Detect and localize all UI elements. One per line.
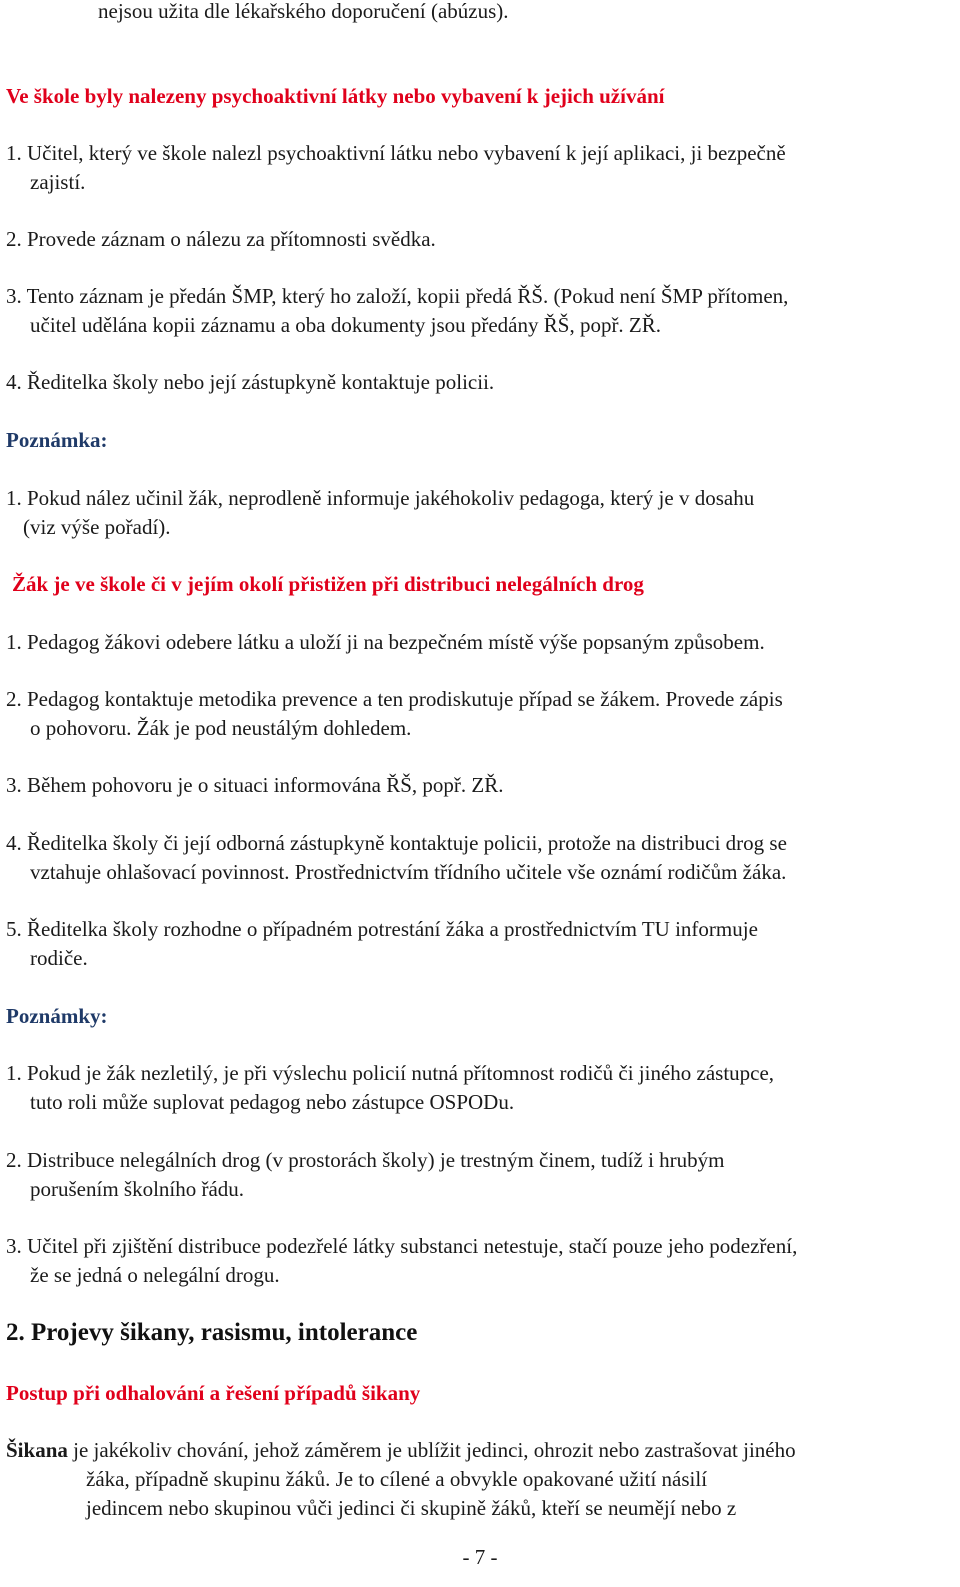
top-fragment-text: nejsou užita dle lékařského doporučení (abúzus). bbox=[98, 0, 509, 23]
chapter-subheading: Postup při odhalování a řešení případů šikany bbox=[6, 1381, 421, 1405]
list-item-line: 3. Tento záznam je předán ŠMP, který ho založí, kopii předá ŘŠ. (Pokud není ŠMP přítomen, bbox=[6, 284, 789, 308]
definition-term: Šikana bbox=[6, 1438, 68, 1462]
page-number: - 7 - bbox=[462, 1545, 498, 1569]
list-item-line: 3. Během pohovoru je o situaci informována ŘŠ, popř. ZŘ. bbox=[6, 773, 504, 797]
definition-line: jedincem nebo skupinou vůči jedinci či skupině žáků, kteří se neumějí nebo z bbox=[86, 1496, 737, 1520]
definition-line: žáka, případně skupinu žáků. Je to cílené a obvykle opakované užití násilí bbox=[86, 1467, 708, 1491]
note-item-line: tuto roli může suplovat pedagog nebo zástupce OSPODu. bbox=[30, 1090, 515, 1114]
list-item-line: 2. Pedagog kontaktuje metodika prevence a ten prodiskutuje případ se žákem. Provede zápis bbox=[6, 687, 783, 711]
note-item-line: 1. Pokud nález učinil žák, neprodleně informuje jakéhokoliv pedagoga, který je v dosahu bbox=[6, 486, 755, 510]
note-item-line: 3. Učitel při zjištění distribuce podezřelé látky substanci netestuje, stačí pouze jeho podezření, bbox=[6, 1234, 798, 1258]
list-item-line: vztahuje ohlašovací povinnost. Prostřednictvím třídního učitele vše oznámí rodičům žáka. bbox=[30, 860, 787, 884]
list-item-line: 5. Ředitelka školy rozhodne o případném potrestání žáka a prostřednictvím TU informuje bbox=[6, 917, 758, 941]
chapter-heading: 2. Projevy šikany, rasismu, intolerance bbox=[6, 1319, 418, 1346]
note-item-line: porušením školního řádu. bbox=[30, 1177, 245, 1201]
list-item-line: 4. Ředitelka školy či její odborná zástupkyně kontaktuje policii, protože na distribuci drog se bbox=[6, 831, 787, 855]
note-label: Poznámka: bbox=[6, 428, 108, 452]
section-heading-found: Ve škole byly nalezeny psychoaktivní látky nebo vybavení k jejich užívání bbox=[6, 84, 665, 108]
note-item-line: že se jedná o nelegální drogu. bbox=[30, 1263, 280, 1287]
note-item-line: (viz výše pořadí). bbox=[23, 515, 171, 539]
definition-text: je jakékoliv chování, jehož záměrem je ublížit jedinci, ohrozit nebo zastrašovat jiného bbox=[67, 1438, 796, 1462]
list-item-line: 1. Pedagog žákovi odebere látku a uloží ji na bezpečném místě výše popsaným způsobem. bbox=[6, 630, 765, 654]
list-item-line: 4. Ředitelka školy nebo její zástupkyně kontaktuje policii. bbox=[6, 370, 495, 394]
list-item-line: rodiče. bbox=[30, 946, 88, 970]
note-item-line: 2. Distribuce nelegálních drog (v prostorách školy) je trestným činem, tudíž i hrubým bbox=[6, 1148, 725, 1172]
list-item-line: 1. Učitel, který ve škole nalezl psychoaktivní látku nebo vybavení k její aplikaci, ji bezpečně bbox=[6, 141, 786, 165]
list-item-line: o pohovoru. Žák je pod neustálým dohledem. bbox=[30, 716, 412, 740]
list-item-line: učitel udělána kopii záznamu a oba dokumenty jsou předány ŘŠ, popř. ZŘ. bbox=[30, 313, 662, 337]
section-heading-distribution: Žák je ve škole či v jejím okolí přistižen při distribuci nelegálních drog bbox=[12, 572, 644, 596]
definition-line bbox=[6, 1438, 796, 1462]
note-label: Poznámky: bbox=[6, 1004, 108, 1028]
list-item-line: zajistí. bbox=[30, 170, 86, 194]
note-item-line: 1. Pokud je žák nezletilý, je při výslechu policií nutná přítomnost rodičů či jiného zástupce, bbox=[6, 1061, 775, 1085]
list-item-line: 2. Provede záznam o nálezu za přítomnosti svědka. bbox=[6, 227, 436, 251]
